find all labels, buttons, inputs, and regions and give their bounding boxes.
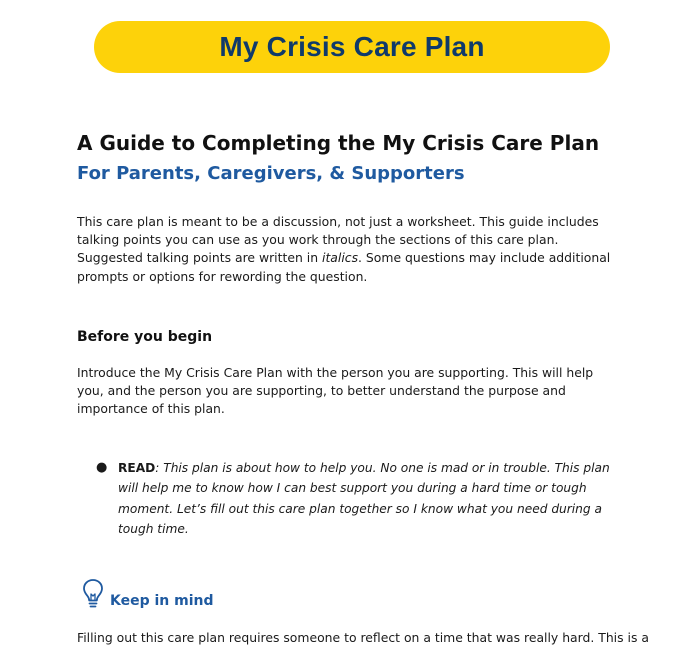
intro-text-start: This care plan is meant to be a discussion, not just a worksheet. This guide includes talking points you can use as you work through the sections of this care plan. Suggested talking points are written in	[77, 214, 599, 266]
keep-in-mind-paragraph: Filling out this care plan requires someone to reflect on a time that was really hard. This is a	[77, 630, 649, 645]
read-bullet-list	[95, 458, 610, 539]
before-you-begin-heading: Before you begin	[77, 329, 213, 345]
before-you-begin-paragraph: Introduce the My Crisis Care Plan with the person you are supporting. This will help you, and the person you are supporting, to better understand the purpose and importance of this plan.	[77, 365, 594, 417]
title-banner	[94, 21, 610, 73]
lightbulb-icon	[82, 578, 104, 610]
bullet-icon: ●	[96, 460, 108, 475]
intro-paragraph	[77, 213, 617, 286]
document-title: My Crisis Care Plan	[219, 31, 485, 62]
guide-title: A Guide to Completing the My Crisis Care Plan	[77, 131, 600, 155]
keep-in-mind-header	[82, 578, 214, 610]
read-script-text: : This plan is about how to help you. No one is mad or in trouble. This plan will help me to know how I can best support you during a hard time or tough moment. Let’s fill out this care plan together so I know what you need during a tough time.	[118, 461, 610, 536]
list-item	[95, 458, 610, 539]
keep-in-mind-heading: Keep in mind	[110, 593, 214, 609]
intro-italic-word: italics	[322, 250, 359, 266]
intro-text-end: . Some questions may include additional prompts or options for rewording the question.	[77, 250, 611, 284]
guide-subtitle: For Parents, Caregivers, & Supporters	[77, 163, 465, 184]
read-label: READ	[118, 461, 156, 475]
